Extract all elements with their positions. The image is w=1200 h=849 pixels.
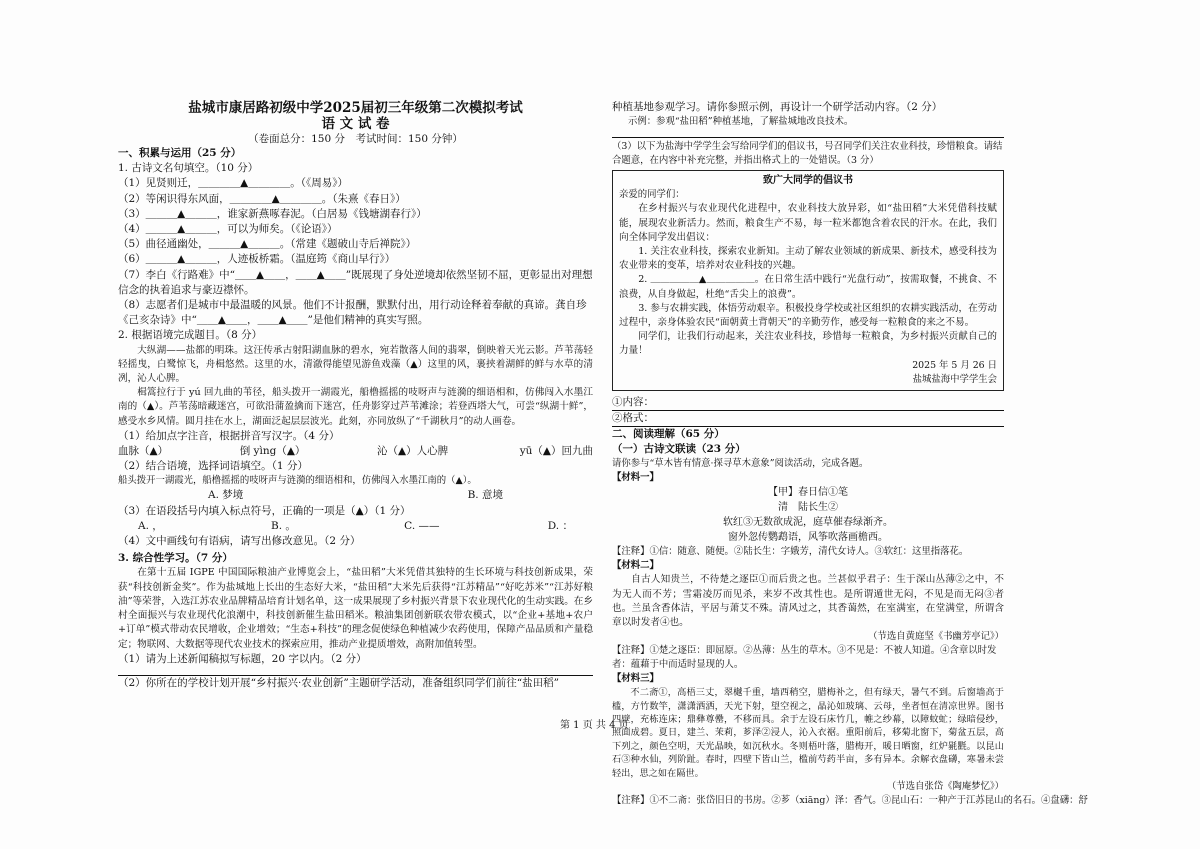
q1-item: （3）＿＿＿▲＿＿＿，谁家新燕啄春泥。（白居易《钱塘湖春行》） — [118, 207, 427, 220]
q1-item: （7）李白《行路难》中“＿＿▲＿＿，＿＿▲＿＿”既展现了身处逆境却依然坚韧不屈，更彰显出对理想信念的执着追求与豪迈襟怀。 — [118, 268, 593, 296]
material-label: 【材料二】 — [612, 560, 659, 572]
poem-line: 软红③无数欲成泥，庭草催春绿渐齐。 — [723, 517, 893, 529]
poem-author: 清 陆长生② — [778, 502, 838, 514]
option: B. 。 — [271, 519, 296, 532]
q1-item: （8）志愿者们是城市中最温暖的风景。他们不计报酬，默默付出，用行动诠释着奉献的真谛。龚自珍《己亥杂诗》中“＿＿▲＿＿，＿＿▲＿＿”是他们精神的真实写照。 — [118, 299, 587, 327]
material-label: 【材料一】 — [612, 472, 659, 484]
q2-sub-4: （4）文中画线句有语病，请写出修改意见。（2 分） — [118, 535, 361, 548]
pinyin-row — [118, 444, 593, 459]
q3-sub-1: （1）请为上述新闻稿拟写标题，20 字以内。（2 分） — [118, 652, 367, 665]
letter-date: 2025 年 5 月 26 日 — [912, 359, 997, 371]
letter-paragraph: 1. 关注农业科技，探索农业新知。主动了解农业领域的新成果、新技术，感受科技为农业带来的变革，培养对农业科技的兴趣。 — [619, 246, 997, 272]
q2-sub-2: （2）结合语境，选择词语填空。（1 分） — [118, 460, 308, 473]
pinyin-item: 血脉（▲） — [118, 445, 169, 458]
option: D. ： — [547, 519, 573, 532]
option: B. 意境 — [467, 489, 503, 502]
section-heading: 一、积累与运用（25 分） — [118, 147, 242, 159]
q2-sub-1: （1）给加点字注音，根据拼音写汉字。（4 分） — [118, 429, 340, 442]
proposal-letter-box — [612, 170, 1004, 390]
classical-text: 自古人知贵兰，不待楚之逐臣①而后贵之也。兰甚似乎君子：生于深山丛薄②之中，不为无人而不芳；雪霜凌厉而见杀，来岁不改其性也。是所谓遁世无闷，不见是而无闷③者也。兰虽含香体洁，平居与萧艾不殊。清风过之，其香蔼然，在室满室，在堂满堂，所谓含章以时发者④也。 — [612, 574, 1004, 629]
q3-sub-2: （2）你所在的学校计划开展“乡村振兴·农业创新”主题研学活动，准备组织同学们前往“盐田稻” — [118, 676, 559, 689]
answer-line[interactable] — [612, 129, 1004, 138]
example-text: 示例：参观“盐田稻”种植基地，了解盐城地改良技术。 — [628, 116, 854, 128]
options-row — [118, 519, 593, 534]
letter-signature: 盐城盐海中学学生会 — [912, 373, 997, 385]
source-note: （节选自黄庭坚《书幽芳亭记》） — [868, 631, 1004, 643]
letter-paragraph: 在乡村振兴与农业现代化进程中，农业科技大放异彩，如“盐田稻”大米凭借科技赋能，展现农业新活力。然而，粮食生产不易，每一粒米都饱含着农民的汗水。在此，我们向全体同学发出倡议： — [619, 203, 997, 243]
q1-item: （1）见贤则迁，＿＿＿＿▲＿＿＿＿。（《周易》） — [118, 177, 349, 190]
q1-item: （5）曲径通幽处，＿＿＿▲＿＿＿。（常建《题破山寺后禅院》） — [118, 238, 417, 251]
letter-paragraph: 3. 参与农耕实践，体悟劳动艰辛。积极投身学校或社区组织的农耕实践活动，在劳动过程中，亲身体验农民“面朝黄土背朝天”的辛勤劳作，感受每一粒粮食的来之不易。 — [619, 302, 997, 329]
answer-format[interactable] — [612, 411, 1004, 427]
news-paragraph: 在第十五届 IGPE 中国国际粮油产业博览会上，“盐田稻”大米凭借其独特的生长环境与科技创新成果，荣获“科技创新金奖”。作为盐城地上长出的生态好大米，“盐田稻”大米先后获得“江苏精品”“好吃苏米”“江苏好粮油”等荣誉，入选江苏农业品牌精品培育计划名单，这一成果展现了乡村振兴背景下农业现代化的生动实践。在乡村全面振兴与农业现代化浪潮中，科技创新催生盐田稻米。粮油集团创新联农带农模式，以“企业+基地+农户+订单”模式带动农民增收，企业增效；“生态+科技”的理念促使绿色种植减少农药使用，保障产品品质和产量稳定；物联网、大数据等现代农业技术的探索应用，推动产业提质增效，高附加值转型。 — [118, 567, 593, 650]
poem-title: 【甲】春日信①笔 — [768, 487, 848, 499]
letter-greeting: 亲爱的同学们： — [619, 189, 685, 201]
answer-label: ①内容： — [612, 395, 654, 408]
pinyin-item: 沁（▲）人心脾 — [377, 445, 449, 458]
exam-meta: （卷面总分：150 分 考试时间：150 分钟） — [248, 133, 463, 145]
annotation: 【注释】①楚之逐臣：即屈原。②丛薄：丛生的草木。③不见是：不被人知道。④含章以时发者：蕴藉于中而适时显现的人。 — [612, 645, 997, 671]
question-3: 3. 综合性学习。（7 分） — [118, 552, 233, 565]
activity-intro: 请你参与“草木皆有情意·探寻草木意象”阅读活动，完成各题。 — [612, 458, 869, 470]
page-footer: 第 1 页 共 4 页 — [560, 720, 629, 731]
pinyin-item: yū（▲）回九曲 — [519, 445, 593, 458]
left-column — [118, 100, 593, 691]
question-2: 2. 根据语境完成题目。（8 分） — [118, 329, 263, 342]
material-label: 【材料三】 — [612, 673, 659, 685]
q1-item: （4）＿＿＿▲＿＿＿，可以为师矣。（《论语》） — [118, 223, 338, 236]
continued-text: 种植基地参观学习。请你参照示例，再设计一个研学活动内容。（2 分） — [612, 101, 943, 113]
q1-item: （6）＿＿＿▲＿＿＿，人迹板桥霜。（温庭筠《商山早行》） — [118, 253, 396, 266]
classical-text: 不二斋①，高梧三丈，翠樾千重，墙西稍空，腊梅补之，但有绿天，暑气不到。后窗墙高于槛，方竹数竿，潇潇洒洒，天光下射，望空视之，晶沁如玻璃、云母，坐者恒在清凉世界。图书四壁，充栋连床；鼎彝尊罍，不移而具。余于左设石床竹几，帷之纱幕，以障蚊虻；绿暗侵纱，照面成碧。夏日，建兰、茉莉，芗泽②浸人，沁入衣裾。重阳前后，移菊北窗下，菊盆五层，高下列之，颜色空明，天光晶映，如沉秋水。冬则梧叶落，腊梅开，暖日晒窗，红炉毾氍。以昆山石③种水仙，列阶趾。春时，四壁下皆山兰，槛前芍药半亩，多有异本。余解衣盘礴，寒暑未尝轻出，思之如在隔世。 — [612, 687, 1004, 779]
passage-paragraph: 楫篙拉行于 yú 回九曲的苇径，船头拨开一湖霞光，船橹摇摇的吱呀声与涟漪的细语相和，仿佛闯入水墨江南的（▲）。芦苇荡暗藏迷宫，可欲沿蒲盈擒而下迷宫，任舟影穿过芦苇滩涂；若登西塔大气，可尝“纵湖十鲜”，感受水乡风情。圆月挂在水上，湖面泛起层层波光。此刻，亦同放纵了“千湖秋月”的动人画卷。 — [118, 387, 593, 427]
letter-paragraph: 同学们，让我们行动起来，关注农业科技，珍惜每一粒粮食，为乡村振兴贡献自己的力量！ — [619, 331, 997, 357]
option: A. 梦境 — [208, 489, 244, 502]
q2-sentence: 船头拨开一湖霞光，船橹摇摇的吱呀声与涟漪的细语相和，仿佛闯入水墨江南的（▲）。 — [118, 475, 477, 487]
annotation: 【注释】①信：随意、随便。②陆长生：字娥芳，清代女诗人。③软红：这里指落花。 — [612, 546, 969, 558]
letter-paragraph: 2. ＿＿＿＿＿▲＿＿＿＿＿。在日常生活中践行“光盘行动”，按需取餐，不挑食、不浪费，从自身做起，杜绝“舌尖上的浪费”。 — [619, 274, 997, 300]
pinyin-item: 倒 yìng（▲） — [239, 445, 306, 458]
right-column — [612, 100, 1088, 808]
q2-sub-3: （3）在语段括号内填入标点符号，正确的一项是（▲）（1 分） — [118, 504, 411, 517]
answer-label: ②格式： — [612, 411, 654, 424]
option: C. —— — [404, 519, 440, 532]
letter-title: 致广大同学的倡议书 — [763, 175, 853, 187]
passage-paragraph: 大纵湖——盐都的明珠。这汪传承古射阳湖血脉的碧水，宛若散落人间的翡翠，倒映着天光云影。芦苇荡轻轻摇曳，白鹭惊飞，舟楫悠然。这里的水，清澈得能望见游鱼戏藻（▲）这里的风，裹挟着湖鲜的鲜与水草的清冽，沁人心脾。 — [118, 344, 593, 385]
question-1: 1. 古诗文名句填空。（10 分） — [118, 162, 259, 175]
answer-content[interactable] — [612, 395, 1004, 411]
exam-subtitle: 语 文 试 卷 — [321, 116, 390, 132]
poem-line: 窗外忽传鹦鹉语，风筝吹落画檐西。 — [728, 532, 888, 544]
options-row — [118, 488, 593, 503]
answer-line[interactable] — [118, 667, 593, 676]
source-note: （节选自张岱《陶庵梦忆》） — [886, 781, 1004, 793]
q3-sub-3: （3）以下为盐海中学学生会写给同学们的倡议书，号召同学们关注农业科技，珍惜粮食。请结合题意，在内容中补充完整，并指出格式上的一处错误。（3 分） — [612, 141, 1003, 167]
exam-title: 盐城市康居路初级中学2025届初三年级第二次模拟考试 — [188, 100, 523, 116]
q1-item: （2）等闲识得东风面，＿＿＿＿▲＿＿＿＿。（朱熹《春日》） — [118, 192, 406, 205]
option: A. ， — [138, 519, 163, 532]
annotation: 【注释】①不二斋：张岱旧日的书房。②芗（xiāng）泽：香气。③昆山石：一种产于江苏昆山的名石。④盘礴：舒 — [612, 795, 1088, 807]
section-heading: 二、阅读理解（65 分） — [612, 428, 725, 441]
subsection-heading: （一）古诗文联读（23 分） — [612, 443, 746, 456]
